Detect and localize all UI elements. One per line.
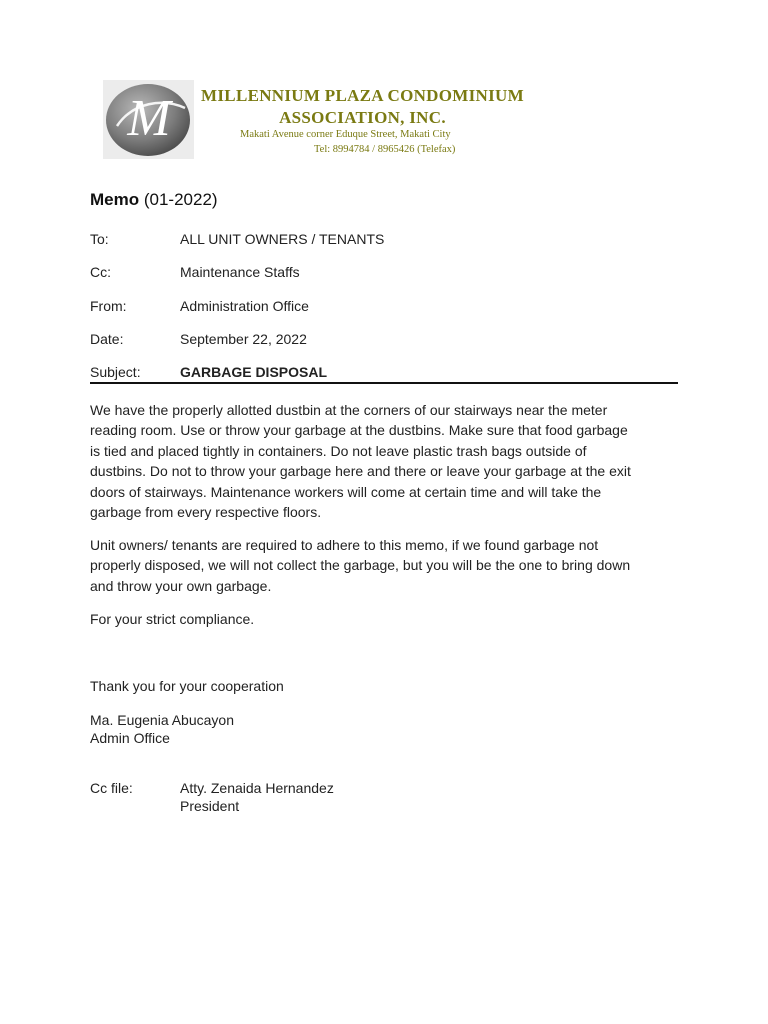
- association-logo: [103, 80, 194, 159]
- paragraph-line: reading room. Use or throw your garbage at the dustbins. Make sure that food garbage: [90, 422, 628, 439]
- from-value: Administration Office: [180, 298, 309, 314]
- paragraph-line: We have the properly allotted dustbin at the corners of our stairways near the meter: [90, 402, 608, 418]
- org-name-line1: MILLENNIUM PLAZA CONDOMINIUM: [201, 86, 524, 105]
- paragraph-line: and throw your own garbage.: [90, 577, 272, 594]
- body-paragraph-1: [90, 400, 680, 522]
- paragraph-line: garbage from every respective floors.: [90, 504, 322, 521]
- thanks-line: Thank you for your cooperation: [90, 678, 284, 694]
- paragraph-line: properly disposed, we will not collect the garbage, but you will be the one to bring down: [90, 557, 631, 574]
- paragraph-line: dustbins. Do not to throw your garbage here and there or leave your garbage at the exit: [90, 463, 631, 480]
- cc-file-name: Atty. Zenaida Hernandez: [180, 780, 334, 796]
- org-address: Makati Avenue corner Eduque Street, Makati City: [240, 129, 451, 140]
- memo-number: (01-2022): [143, 190, 218, 209]
- memo-title: [90, 190, 218, 210]
- body-paragraph-2: [90, 535, 680, 596]
- subject-label: Subject:: [90, 364, 141, 380]
- signatory-office: Admin Office: [90, 730, 170, 746]
- paragraph-line: Unit owners/ tenants are required to adhere to this memo, if we found garbage not: [90, 537, 599, 553]
- compliance-line: For your strict compliance.: [90, 611, 255, 627]
- cc-label: Cc:: [90, 264, 111, 280]
- org-telephone: Tel: 8994784 / 8965426 (Telefax): [314, 144, 456, 155]
- paragraph-line: doors of stairways. Maintenance workers will come at certain time and will take the: [90, 483, 602, 500]
- date-label: Date:: [90, 331, 124, 347]
- paragraph-line: is tied and placed tightly in containers. Do not leave plastic trash bags outside of: [90, 442, 587, 459]
- subject-value: GARBAGE DISPOSAL: [180, 364, 328, 380]
- cc-file-label: Cc file:: [90, 780, 133, 796]
- org-name-line2: ASSOCIATION, INC.: [279, 108, 446, 127]
- to-value: ALL UNIT OWNERS / TENANTS: [180, 231, 385, 247]
- from-label: From:: [90, 298, 127, 314]
- logo-monogram: M: [127, 90, 171, 147]
- cc-file-title: President: [180, 798, 240, 814]
- header-divider: [90, 382, 678, 384]
- to-label: To:: [90, 231, 109, 247]
- signatory-name: Ma. Eugenia Abucayon: [90, 712, 234, 728]
- memo-label: Memo: [90, 190, 140, 209]
- date-value: September 22, 2022: [180, 331, 307, 347]
- cc-value: Maintenance Staffs: [180, 264, 300, 280]
